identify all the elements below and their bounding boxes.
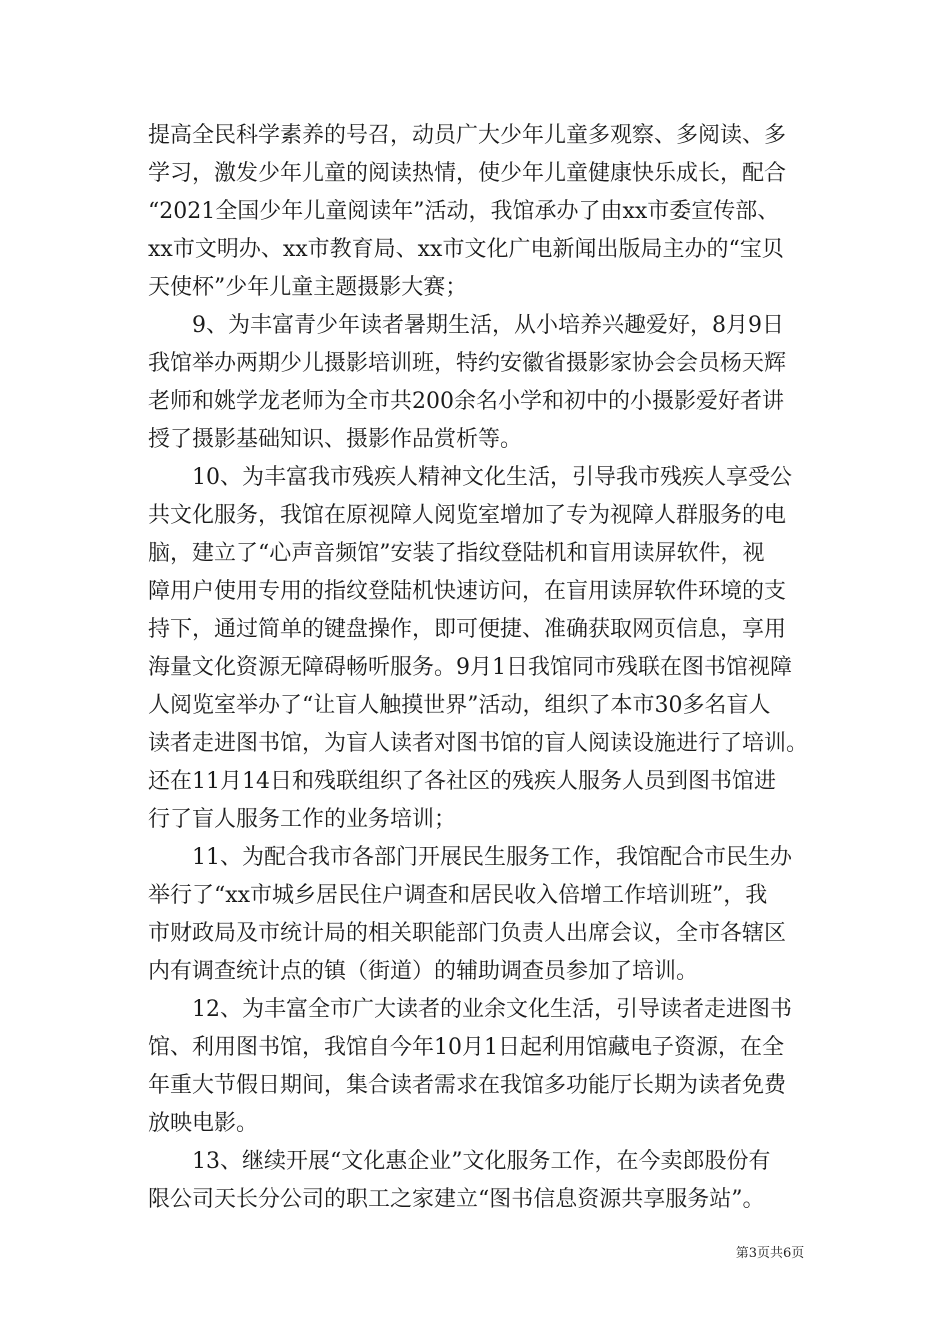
body-text-line: 障用户使用专用的指纹登陆机快速访问，在盲用读屏软件环境的支 (148, 579, 787, 604)
body-text-line: 年重大节假日期间，集合读者需求在我馆多功能厅长期为读者免费 (148, 1073, 787, 1098)
body-text-line: 脑，建立了“心声音频馆”安装了指纹登陆机和盲用读屏软件，视 (148, 541, 765, 566)
body-text-line: 共文化服务，我馆在原视障人阅览室增加了专为视障人群服务的电 (148, 503, 787, 528)
body-text-line: 举行了“xx市城乡居民住户调查和居民收入倍增工作培训班”，我 (148, 883, 768, 908)
body-text-line: xx市文明办、xx市教育局、xx市文化广电新闻出版局主办的“宝贝 (148, 237, 784, 262)
body-text-line: 行了盲人服务工作的业务培训； (148, 807, 457, 832)
body-text-line: 授了摄影基础知识、摄影作品赏析等。 (148, 427, 523, 452)
paragraph-first-line: 9、为丰富青少年读者暑期生活，从小培养兴趣爱好，8月9日 (192, 313, 784, 338)
body-text-line: 提高全民科学素养的号召，动员广大少年儿童多观察、多阅读、多 (148, 123, 787, 148)
paragraph-first-line: 13、继续开展“文化惠企业”文化服务工作，在今卖郎股份有 (192, 1149, 771, 1174)
body-text-line: 持下，通过简单的键盘操作，即可便捷、准确获取网页信息，享用 (148, 617, 787, 642)
body-text-line: “2021全国少年儿童阅读年”活动，我馆承办了由xx市委宣传部、 (148, 199, 780, 224)
body-text-line: 海量文化资源无障碍畅听服务。9月1日我馆同市残联在图书馆视障 (148, 655, 792, 680)
body-text-line: 市财政局及市统计局的相关职能部门负责人出席会议，全市各辖区 (148, 921, 787, 946)
body-text-line: 读者走进图书馆，为盲人读者对图书馆的盲人阅读设施进行了培训。 (148, 731, 809, 756)
paragraph-first-line: 11、为配合我市各部门开展民生服务工作，我馆配合市民生办 (192, 845, 792, 870)
body-text-line: 还在11月14日和残联组织了各社区的残疾人服务人员到图书馆进 (148, 769, 776, 794)
body-text-line: 我馆举办两期少儿摄影培训班，特约安徽省摄影家协会会员杨天辉 (148, 351, 787, 376)
body-text-line: 馆、利用图书馆，我馆自今年10月1日起利用馆藏电子资源，在全 (148, 1035, 784, 1060)
paragraph-first-line: 10、为丰富我市残疾人精神文化生活，引导我市残疾人享受公 (192, 465, 792, 490)
body-text-line: 天使杯”少年儿童主题摄影大赛； (148, 275, 468, 300)
page-number-footer: 第3页共6页 (735, 1246, 805, 1261)
body-text-line: 限公司天长分公司的职工之家建立“图书信息资源共享服务站”。 (148, 1187, 765, 1212)
body-text-line: 学习，激发少年儿童的阅读热情，使少年儿童健康快乐成长，配合 (148, 161, 787, 186)
body-text-line: 人阅览室举办了“让盲人触摸世界”活动，组织了本市30多名盲人 (148, 693, 771, 718)
body-text-line: 老师和姚学龙老师为全市共200余名小学和初中的小摄影爱好者讲 (148, 389, 784, 414)
paragraph-first-line: 12、为丰富全市广大读者的业余文化生活，引导读者走进图书 (192, 997, 792, 1022)
body-text-line: 内有调查统计点的镇（街道）的辅助调查员参加了培训。 (148, 959, 699, 984)
body-text-line: 放映电影。 (148, 1111, 259, 1136)
